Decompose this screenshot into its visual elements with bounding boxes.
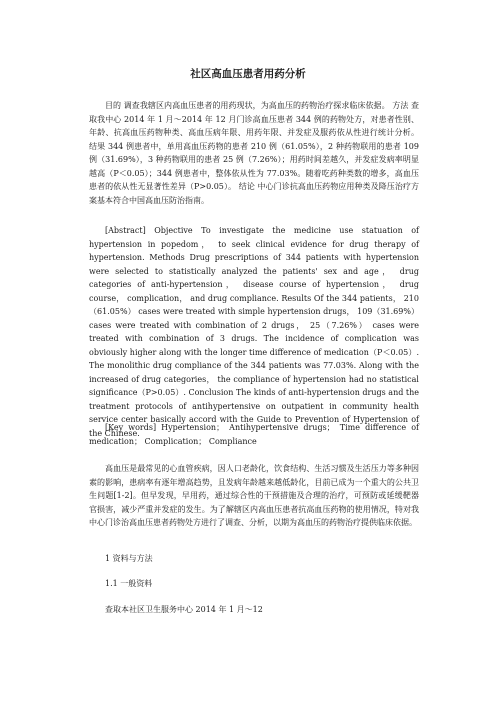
section-heading-1: 1 资料与方法: [105, 554, 153, 563]
abstract-chinese: 目的 调查我辖区内高血压患者的用药现状，为高血压的药物治疗探求临床依据。 方法 查取我中心 2014 年 1 月～2014 年 12 月门诊高血压患者 344 例的药物处方，对患者性别、年龄、抗高血压药物种类、高血压病年限、用药年限、并发症及服药依从性进行统计分析。 结果 344 例患者中，单用高血压药物的患者 210 例（61.05%），2 种药物联用的患者 109 例（31.69%），3 种药物联用的患者 25 例（7.26%）；用药时间差越久，并发症发病率明显越高（P＜0.05）；344 例患者中，整体依从性为 77.03%。随着吃药种类数的增多，高血压患者的依从性无显著性差异（P>0.05）。 结论 中心门诊抗高血压药物应用种类及降压治疗方案基本符合中国高血压防治指南。: [89, 101, 419, 205]
section-heading-1-1: 1.1 一般资料: [105, 579, 153, 588]
keywords: [Key words] Hypertension； Antihypertensive drugs； Time difference of medication； Complication； Compliance: [89, 423, 419, 446]
introduction-paragraph: 高血压是最常见的心血管疾病，因人口老龄化，饮食结构、生活习惯及生活压力等多种因素的影响，患病率有逐年增高趋势，且发病年龄越来越低龄化，目前已成为一个重大的公共卫生问题[1-2]。但早发现，早用药，通过综合性的干预措施及合理的治疗，可预防或延缓靶器官损害，减少严重并发症的发生。为了解辖区内高血压患者抗高血压药物的使用情况，特对我中心门诊治高血压患者药物处方进行了调查、分析，以期为高血压的药物治疗提供临床依据。: [89, 464, 419, 527]
body-text-line: 查取本社区卫生服务中心 2014 年 1 月～12: [105, 605, 263, 614]
abstract-english: [Abstract] Objective To investigate the medicine use statuation of hypertension in popedom， to seek clinical evidence for drug therapy of hypertension. Methods Drug prescriptions of 344 patients with hypertension were selected to statistically analyzed the patients' sex and age， drug categories of anti-hypertension， disease course of hypertension， drug course， complication， and drug compliance. Results Of the 344 patients， 210（61.05%） cases were treated with simple hypertension drugs， 109（31.69%） cases were treated with combination of 2 drugs， 25（7.26%） cases were treated with combination of 3 drugs. The incidence of complication was obviously higher along with the longer time difference of medication（P＜0.05）. The monolithic drug compliance of the 344 patients was 77.03%. Along with the increased of drug categories， the compliance of hypertension had no statistical significance（P>0.05）. Conclusion The kinds of anti-hypertension drugs and the treatment protocols of antihypertensive on outpatient in community health service center basically accord with the Guide to Prevention of Hypertension of the Chinese.: [89, 226, 419, 438]
page-title: 社区高血压患者用药分析: [190, 68, 306, 80]
